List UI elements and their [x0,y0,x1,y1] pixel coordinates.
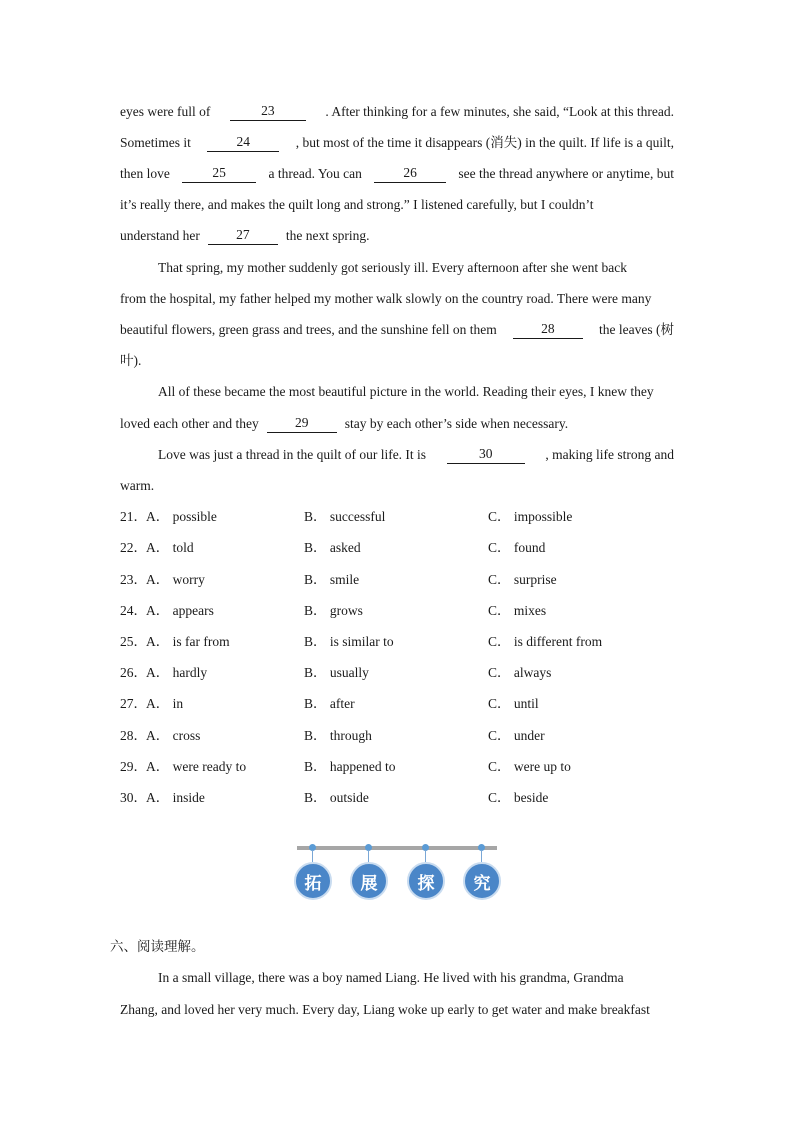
passage-line-3 [120,165,674,183]
blank-27: 27 [208,227,278,245]
passage-line-10 [158,383,674,401]
blank-29: 29 [267,415,337,433]
passage-line-6 [158,259,674,277]
banner-stem [368,850,369,862]
option-b: B． grows [304,603,363,618]
option-a: A． worry [146,572,205,587]
question-number: 27． [120,696,147,711]
option-b: B． outside [304,790,369,805]
option-b: B． smile [304,572,360,587]
banner-char-2: 展 [350,862,388,900]
question-number: 21． [120,509,147,524]
option-c: C． under [488,728,545,743]
banner-bar [297,846,497,850]
option-c: C． mixes [488,603,547,618]
option-a: A． were ready to [146,759,247,774]
question-number: 23． [120,572,147,587]
banner-char-1: 拓 [294,862,332,900]
text: loved each other and they [120,416,259,431]
question-number: 22． [120,540,147,555]
text: 叶). [120,353,142,368]
option-c: C． were up to [488,759,571,774]
blank-25: 25 [182,165,256,183]
text: see the thread anywhere or anytime, but [458,166,674,181]
question-number: 24． [120,603,147,618]
section-banner [295,840,499,902]
text: All of these became the most beautiful picture in the world. Reading their eyes, I knew they [158,384,654,399]
text: stay by each other’s side when necessary. [344,416,569,431]
option-c: C． impossible [488,509,573,524]
text: , but most of the time it disappears (消失) in the quilt. If life is a quilt, [295,135,674,150]
text: the next spring. [285,228,370,243]
question-number: 26． [120,665,147,680]
question-number: 25． [120,634,147,649]
banner-stem [425,850,426,862]
passage-line-9 [120,352,674,370]
text: understand her [120,228,200,243]
passage-line-4 [120,196,674,214]
blank-24: 24 [207,134,279,152]
text: it’s really there, and makes the quilt long and strong.” I listened carefully, but I couldn’t [120,197,594,212]
passage-line-1 [120,103,674,121]
option-a: A． cross [146,728,201,743]
option-b: B． asked [304,540,361,555]
section-heading: 六、阅读理解。 [110,939,205,955]
option-c: C． beside [488,790,549,805]
text: Love was just a thread in the quilt of our life. It is [158,447,427,462]
option-c: C． surprise [488,572,557,587]
text: That spring, my mother suddenly got seriously ill. Every afternoon after she went back [158,260,628,275]
banner-stem [481,850,482,862]
blank-28: 28 [513,321,583,339]
text: eyes were full of [120,104,211,119]
text: then love [120,166,170,181]
passage-line-5 [120,227,674,245]
option-b: B． is similar to [304,634,394,649]
banner-char-3: 探 [407,862,445,900]
option-a: A． possible [146,509,217,524]
option-b: B． successful [304,509,386,524]
question-number: 30． [120,790,147,805]
option-a: A． is far from [146,634,230,649]
text: , making life strong and [545,447,674,462]
option-a: A． hardly [146,665,208,680]
passage-line-13 [120,477,674,495]
option-a: A． inside [146,790,205,805]
section6-line-2 [120,1001,674,1019]
text: In a small village, there was a boy named Liang. He lived with his grandma, Grandma [158,970,624,985]
option-b: B． usually [304,665,369,680]
blank-30: 30 [447,446,525,464]
option-b: B． after [304,696,355,711]
passage-line-8 [120,321,674,339]
option-a: A． in [146,696,184,711]
blank-23: 23 [230,103,306,121]
option-c: C． is different from [488,634,603,649]
text: warm. [120,478,155,493]
text: Zhang, and loved her very much. Every day, Liang woke up early to get water and make breakfast [120,1002,650,1017]
option-c: C． always [488,665,552,680]
option-b: B． happened to [304,759,396,774]
text: the leaves (树 [599,322,674,337]
text: from the hospital, my father helped my mother walk slowly on the country road. There were many [120,291,652,306]
text: Sometimes it [120,135,191,150]
question-number: 28． [120,728,147,743]
section6-line-1 [158,969,674,987]
option-c: C． until [488,696,539,711]
banner-char-4: 究 [463,862,501,900]
option-a: A． appears [146,603,214,618]
option-c: C． found [488,540,546,555]
blank-26: 26 [374,165,446,183]
passage-line-2 [120,134,674,152]
option-a: A． told [146,540,194,555]
passage-line-11 [120,415,674,433]
banner-stem [312,850,313,862]
text: . After thinking for a few minutes, she said, “Look at this thread. [325,104,674,119]
text: a thread. You can [268,166,362,181]
text: beautiful flowers, green grass and trees, and the sunshine fell on them [120,322,497,337]
passage-line-7 [120,290,674,308]
option-b: B． through [304,728,372,743]
question-number: 29． [120,759,147,774]
passage-line-12 [158,446,674,464]
